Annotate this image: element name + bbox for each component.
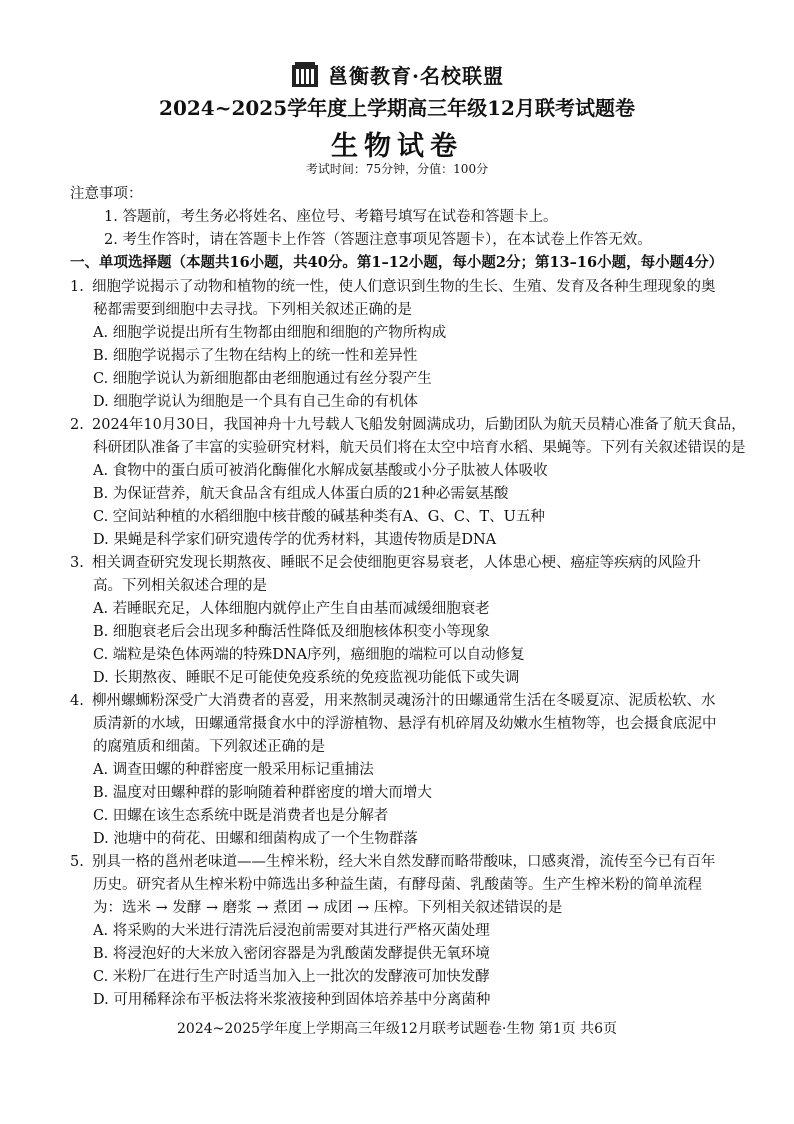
question-text: 秘都需要到细胞中去寻找。下列相关叙述正确的是 — [93, 302, 412, 318]
option-c: C. 端粒是染色体两端的特殊DNA序列，癌细胞的端粒可以自动修复 — [93, 647, 525, 663]
question-text: 历史。研究者从生榨米粉中筛选出多种益生菌，有酵母菌、乳酸菌等。生产生榨米粉的简单流程 — [93, 877, 702, 893]
question-text: 2024年10月30日，我国神舟十九号载人飞船发射圆满成功，后勤团队为航天员精心准备了航天食品， — [92, 417, 746, 433]
option-a: A. 若睡眠充足，人体细胞内就停止产生自由基而减缓细胞衰老 — [93, 601, 490, 617]
question-number: 1. — [70, 279, 84, 295]
option-c: C. 田螺在该生态系统中既是消费者也是分解者 — [93, 808, 389, 824]
question-number: 5. — [70, 854, 84, 870]
question-stem — [70, 691, 724, 711]
question-stem — [70, 553, 724, 573]
option-a: A. 细胞学说提出所有生物都由细胞和细胞的产物所构成 — [93, 325, 447, 341]
question-number: 2. — [70, 417, 84, 433]
question-text: 细胞学说揭示了动物和植物的统一性，使人们意识到生物的生长、生殖、发育及各种生理现象的奥 — [92, 279, 716, 295]
exam-info: 考试时间：75分钟，分值：100分 — [305, 162, 489, 176]
question-stem — [70, 277, 724, 297]
notice-title: 注意事项： — [70, 186, 143, 202]
option-a: A. 将采购的大米进行清洗后浸泡前需要对其进行严格灭菌处理 — [93, 923, 490, 939]
section-heading: 一、单项选择题（本题共16小题，共40分。第1–12小题，每小题2分；第13–16小题，每小题4分） — [70, 254, 724, 271]
question-text: 科研团队准备了丰富的实验研究材料，航天员们将在太空中培育水稻、果蝇等。下列有关叙述错误的是 — [93, 440, 746, 456]
option-b: B. 温度对田螺种群的影响随着种群密度的增大而增大 — [93, 785, 432, 801]
option-b: B. 细胞衰老后会出现多种酶活性降低及细胞核体积变小等现象 — [93, 624, 490, 640]
brand-row — [0, 58, 794, 90]
school-logo-icon — [290, 59, 320, 89]
question-text: 高。下列相关叙述合理的是 — [93, 578, 267, 594]
option-b: B. 将浸泡好的大米放入密闭容器是为乳酸菌发酵提供无氧环境 — [93, 946, 490, 962]
notice-item: 2. 考生作答时，请在答题卡上作答（答题注意事项见答题卡），在本试卷上作答无效。 — [104, 232, 652, 248]
option-d: D. 可用稀释涂布平板法将米浆液接种到固体培养基中分离菌种 — [93, 992, 491, 1008]
brand-name: 邕衡教育·名校联盟 — [328, 63, 504, 88]
question-number: 4. — [70, 693, 84, 709]
option-a: A. 调查田螺的种群密度一般采用标记重捕法 — [93, 762, 374, 778]
question-text: 的腐殖质和细菌。下列叙述正确的是 — [93, 739, 325, 755]
question-number: 3. — [70, 555, 84, 571]
option-b: B. 为保证营养，航天食品含有组成人体蛋白质的21种必需氨基酸 — [93, 486, 509, 502]
option-b: B. 细胞学说揭示了生物在结构上的统一性和差异性 — [93, 348, 418, 364]
page-footer: 2024~2025学年度上学期高三年级12月联考试题卷·生物 第1页 共6页 — [177, 1021, 617, 1037]
option-d: D. 池塘中的荷花、田螺和细菌构成了一个生物群落 — [93, 831, 418, 847]
option-d: D. 果蝇是科学家们研究遗传学的优秀材料，其遗传物质是DNA — [93, 532, 497, 548]
question-stem — [70, 415, 746, 435]
question-stem — [70, 852, 724, 872]
notice-item: 1. 答题前，考生务必将姓名、座位号、考籍号填写在试卷和答题卡上。 — [104, 209, 558, 225]
question-text: 为：选米 → 发酵 → 磨浆 → 煮团 → 成团 → 压榨。下列相关叙述错误的是 — [93, 900, 563, 916]
question-text: 质清新的水域，田螺通常摄食水中的浮游植物、悬浮有机碎屑及幼嫩水生植物等，也会摄食底泥中 — [93, 716, 717, 732]
question-text: 别具一格的邕州老味道——生榨米粉，经大米自然发酵而略带酸味，口感爽滑，流传至今已有百年 — [92, 854, 716, 870]
option-d: D. 细胞学说认为细胞是一个具有自己生命的有机体 — [93, 394, 418, 410]
option-c: C. 细胞学说认为新细胞都由老细胞通过有丝分裂产生 — [93, 371, 432, 387]
exam-title: 2024~2025学年度上学期高三年级12月联考试题卷 — [159, 96, 635, 120]
option-c: C. 米粉厂在进行生产时适当加入上一批次的发酵液可加快发酵 — [93, 969, 490, 985]
option-d: D. 长期熬夜、睡眠不足可能使免疫系统的免疫监视功能低下或失调 — [93, 670, 520, 686]
question-text: 柳州螺蛳粉深受广大消费者的喜爱，用来熬制灵魂汤汁的田螺通常生活在冬暖夏凉、泥质松软、水 — [92, 693, 716, 709]
subject-title: 生物试卷 — [331, 131, 463, 162]
option-c: C. 空间站种植的水稻细胞中核苷酸的碱基种类有A、G、C、T、U五种 — [93, 509, 545, 525]
option-a: A. 食物中的蛋白质可被消化酶催化水解成氨基酸或小分子肽被人体吸收 — [93, 463, 548, 479]
question-text: 相关调查研究发现长期熬夜、睡眠不足会使细胞更容易衰老，人体患心梗、癌症等疾病的风险升 — [92, 555, 701, 571]
